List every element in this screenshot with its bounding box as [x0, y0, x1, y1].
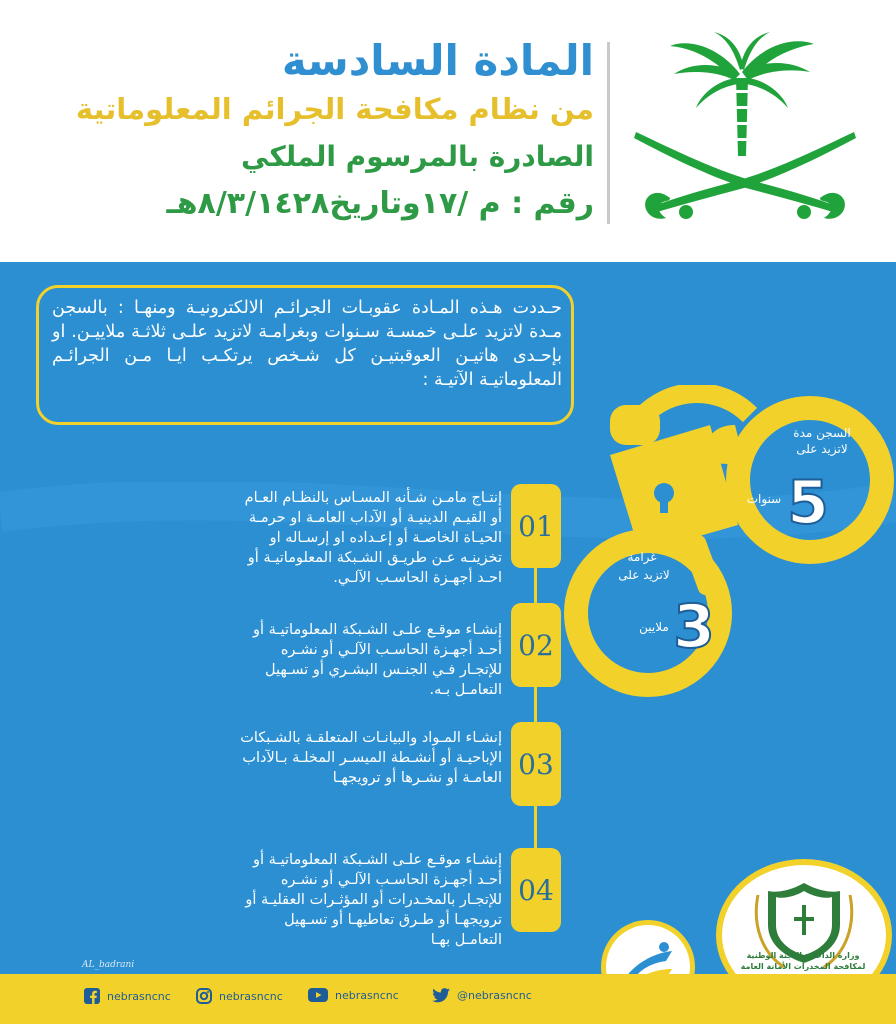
item-number-badge: 01: [511, 484, 561, 568]
handcuffs-icon: [560, 385, 896, 700]
saudi-emblem-icon: [630, 28, 860, 233]
facebook-handle: nebrasncnc: [107, 989, 171, 1003]
item-text: إنشـاء المـواد والبيانـات المتعلقـة بالشـبكات الإباحيـة أو أنشـطة الميسـر المخلـة بـالآداب العامـة أو نشـرها أو ترويجهـا: [240, 730, 502, 786]
facebook-icon: [84, 988, 100, 1004]
youtube-link[interactable]: [308, 988, 399, 1002]
decree-text: الصادرة بالمرسوم الملكي: [241, 140, 594, 173]
ministry-logo-text: وزارة الداخلية اللجنة الوطنية لمكافحة المخدرات الأمانة العامة: [740, 951, 866, 971]
prison-label-1: السجن مدة: [793, 426, 851, 440]
fine-number: 3: [673, 592, 715, 662]
facebook-link[interactable]: [84, 988, 171, 1004]
twitter-icon: [432, 988, 450, 1003]
intro-text: حـددت هـذه المـادة عقوبـات الجرائـم الالكترونيـة ومنهـا : بالسجن مـدة لاتزيد علـى خمسـة سـنوات وبغرامـة لاتزيد علـى ثلاثـة ملاييـن. او بإحـدى هاتيـن العوقبتيـن كل شـخص يرتكـب ايـا مـن الجرائـم المعلوماتيـة الآتيـة :: [52, 298, 562, 390]
youtube-icon: [308, 988, 328, 1002]
fine-label-2: لاتزيد على: [618, 568, 670, 582]
credit-text: AL_badrani: [82, 960, 135, 970]
twitter-handle: @nebrasncnc: [457, 989, 532, 1002]
page-subtitle: من نظام مكافحة الجرائم المعلوماتية: [75, 92, 594, 126]
prison-number: 5: [787, 468, 829, 538]
item-number-badge: 02: [511, 603, 561, 687]
prison-label-2: لاتزيد على: [796, 442, 848, 456]
header-divider: [607, 42, 610, 224]
instagram-handle: nebrasncnc: [219, 989, 283, 1003]
page-title: المادة السادسة: [281, 36, 594, 85]
fine-unit: ملايين: [639, 620, 669, 634]
item-text: إنشـاء موقـع علـى الشـبكة المعلوماتيـة أو أحـد أجهـزة الحاسـب الآلـي أو نشـره للإتجـار فـي الجنـس البشـري أو تسـهيل التعامـل بـه.: [252, 622, 502, 698]
prison-unit: سنوات: [746, 492, 782, 506]
item-text: إنتـاج مامـن شـأنه المسـاس بالنظـام العـام أو القيـم الدينيـة أو الآداب العامـة او حرمـة الحيـاة الخاصـة أو إعـداده او إرسـاله او تخزينـه عـن طريـق الشـبكة المعلوماتيـة أو احـد أجهـزة الحاسـب الآلـي.: [244, 490, 502, 586]
twitter-link[interactable]: [432, 988, 532, 1003]
instagram-link[interactable]: [196, 988, 283, 1004]
item-text: إنشـاء موقـع علـى الشـبكة المعلوماتيـة أو أحـد أجهـزة الحاسـب الآلـي أو نشـره للإتجـار بالمخـدرات أو المؤثـرات العقليـة أو ترويجهـا أو طـرق تعاطيهـا أو تسـهيل التعامـل بهـا: [245, 852, 502, 948]
decree-number: رقم : م /١٧وتاريخ٨/٣/١٤٢٨هـ: [166, 186, 594, 221]
item-number-badge: 03: [511, 722, 561, 806]
youtube-handle: nebrasncnc: [335, 988, 399, 1002]
fine-label-1: غرامة: [627, 550, 657, 564]
item-number-badge: 04: [511, 848, 561, 932]
instagram-icon: [196, 988, 212, 1004]
